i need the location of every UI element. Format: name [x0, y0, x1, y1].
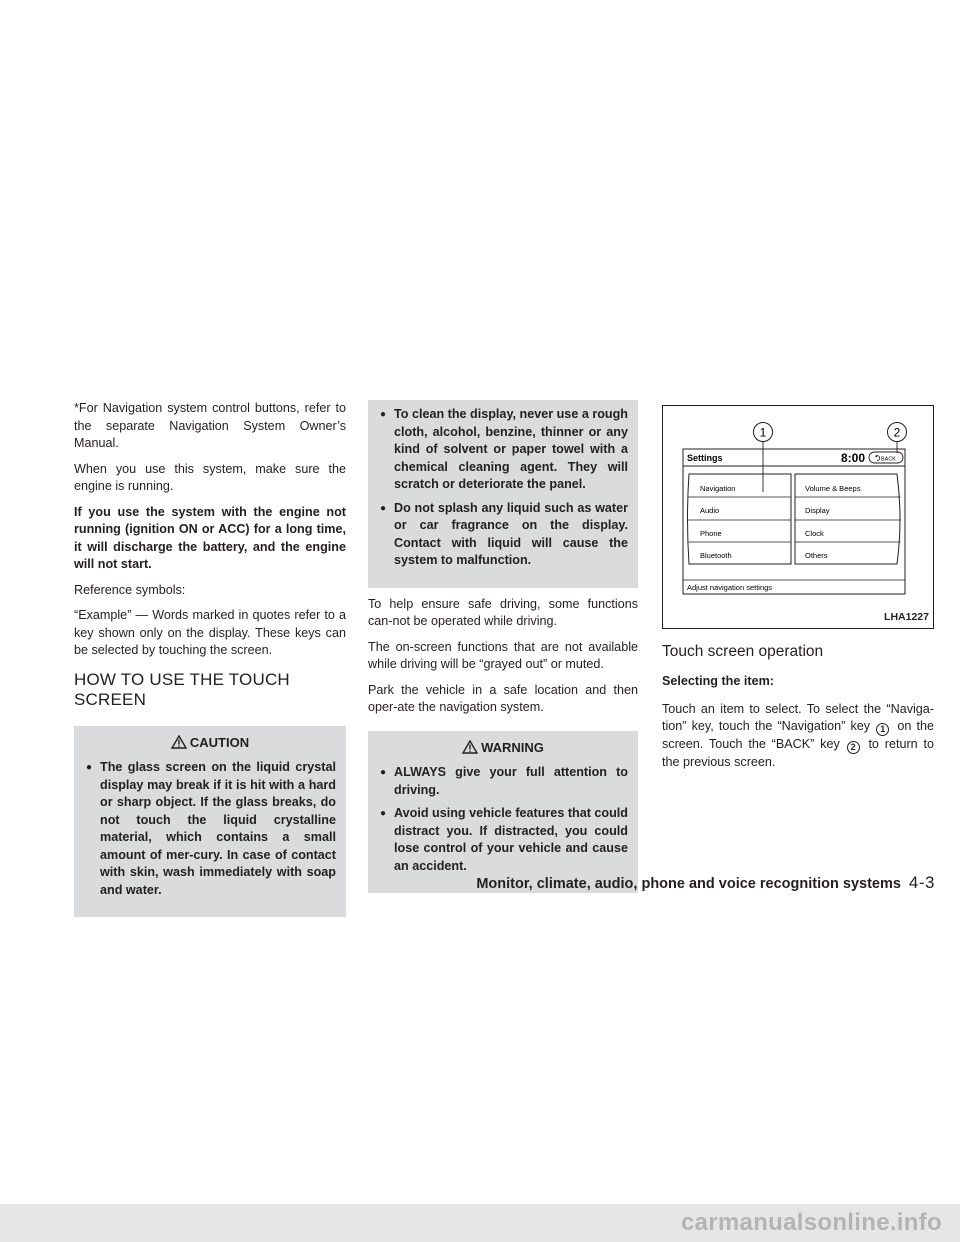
settings-screen-illustration — [663, 406, 933, 628]
caution-item: ● The glass screen on the liquid crystal display may break if it is hit with a hard or sharp object. If the glass breaks, do not touch the liquid crystalline material, which contains a small amount of mer-cury. In case of contact with skin, wash immediately with soap and water. — [84, 759, 336, 899]
warning-title: WARNING — [378, 739, 628, 757]
callout-1-number: 1 — [759, 425, 767, 440]
intro-paragraph: *For Navigation system control buttons, refer to the separate Navigation System Owner’s Manual. — [74, 401, 346, 450]
marker-2-icon: 2 — [847, 741, 860, 754]
column-middle — [368, 400, 638, 893]
warning-triangle-icon — [171, 735, 187, 749]
screen-title: Settings — [687, 453, 723, 463]
watermark-text: carmanualsonline.info — [680, 1209, 942, 1236]
caution-item: ● Do not splash any liquid such as water or car fragrance on the display. Contact with liquid will cause the system to malfunction. — [378, 500, 628, 570]
marker-1-icon: 1 — [876, 723, 889, 736]
engine-paragraph: When you use this system, make sure the engine is running. — [74, 461, 346, 493]
back-button-label: BACK — [881, 456, 896, 463]
status-text: Adjust navigation settings — [687, 583, 773, 592]
touch-screen-subheading: Touch screen operation — [662, 643, 824, 660]
battery-warning-paragraph: If you use the system with the engine not running (ignition ON or ACC) for a long time, it will discharge the battery, and the engine will not start. — [74, 504, 346, 571]
page-footer — [476, 874, 935, 894]
warning-box — [368, 731, 638, 894]
callout-2-number: 2 — [893, 425, 901, 440]
selecting-item-heading: Selecting the item: — [662, 674, 774, 688]
caution-item: ● To clean the display, never use a rough cloth, alcohol, benzine, thinner or any kind of solvent or paper towel with a chemical cleaning agent. They will scratch or deteriorate the panel. — [378, 406, 628, 494]
caution-box — [74, 726, 346, 918]
clock-key[interactable]: Clock — [805, 529, 824, 538]
warning-list — [378, 764, 628, 875]
reference-symbols-label: Reference symbols: — [74, 582, 186, 597]
audio-key[interactable]: Audio — [700, 506, 720, 515]
example-paragraph: “Example” — Words marked in quotes refer to a key shown only on the display. These keys can be selected by touching the screen. — [74, 608, 346, 657]
others-key[interactable]: Others — [805, 551, 828, 560]
park-vehicle-paragraph: Park the vehicle in a safe location and then oper-ate the navigation system. — [368, 682, 638, 714]
grayed-out-paragraph: The on-screen functions that are not available while driving will be “grayed out” or muted. — [368, 639, 638, 671]
caution-list-continued — [378, 406, 628, 570]
warning-item: ● ALWAYS give your full attention to driving. — [378, 764, 628, 799]
page-number: 4-3 — [908, 873, 935, 892]
watermark-bar — [0, 1204, 960, 1242]
warning-triangle-icon — [462, 740, 478, 754]
caution-box-continued — [368, 400, 638, 588]
settings-screen-figure — [662, 405, 934, 629]
phone-key[interactable]: Phone — [700, 529, 722, 538]
column-left — [74, 400, 346, 917]
display-key[interactable]: Display — [805, 506, 830, 515]
screen-clock: 8:00 — [841, 451, 866, 465]
caution-title: CAUTION — [84, 734, 336, 752]
selecting-item-paragraph: Touch an item to select. To select the “Naviga-tion” key, touch the “Navigation” key 1 on the screen. Touch the “BACK” key 2 to return to the previous screen. — [662, 701, 935, 769]
caution-list — [84, 759, 336, 899]
screen-frame — [683, 449, 905, 594]
warning-item: ● Avoid using vehicle features that could distract you. If distracted, you could lose control of your vehicle and cause an accident. — [378, 805, 628, 875]
column-right — [662, 405, 934, 780]
volume-beeps-key[interactable]: Volume & Beeps — [805, 484, 861, 493]
section-heading: HOW TO USE THE TOUCH SCREEN — [74, 669, 290, 709]
section-title: Monitor, climate, audio, phone and voice recognition systems — [476, 876, 901, 892]
navigation-key[interactable]: Navigation — [700, 484, 736, 493]
safe-driving-paragraph: To help ensure safe driving, some functions can-not be operated while driving. — [368, 596, 638, 628]
bluetooth-key[interactable]: Bluetooth — [700, 551, 732, 560]
figure-label: LHA1227 — [884, 610, 929, 623]
